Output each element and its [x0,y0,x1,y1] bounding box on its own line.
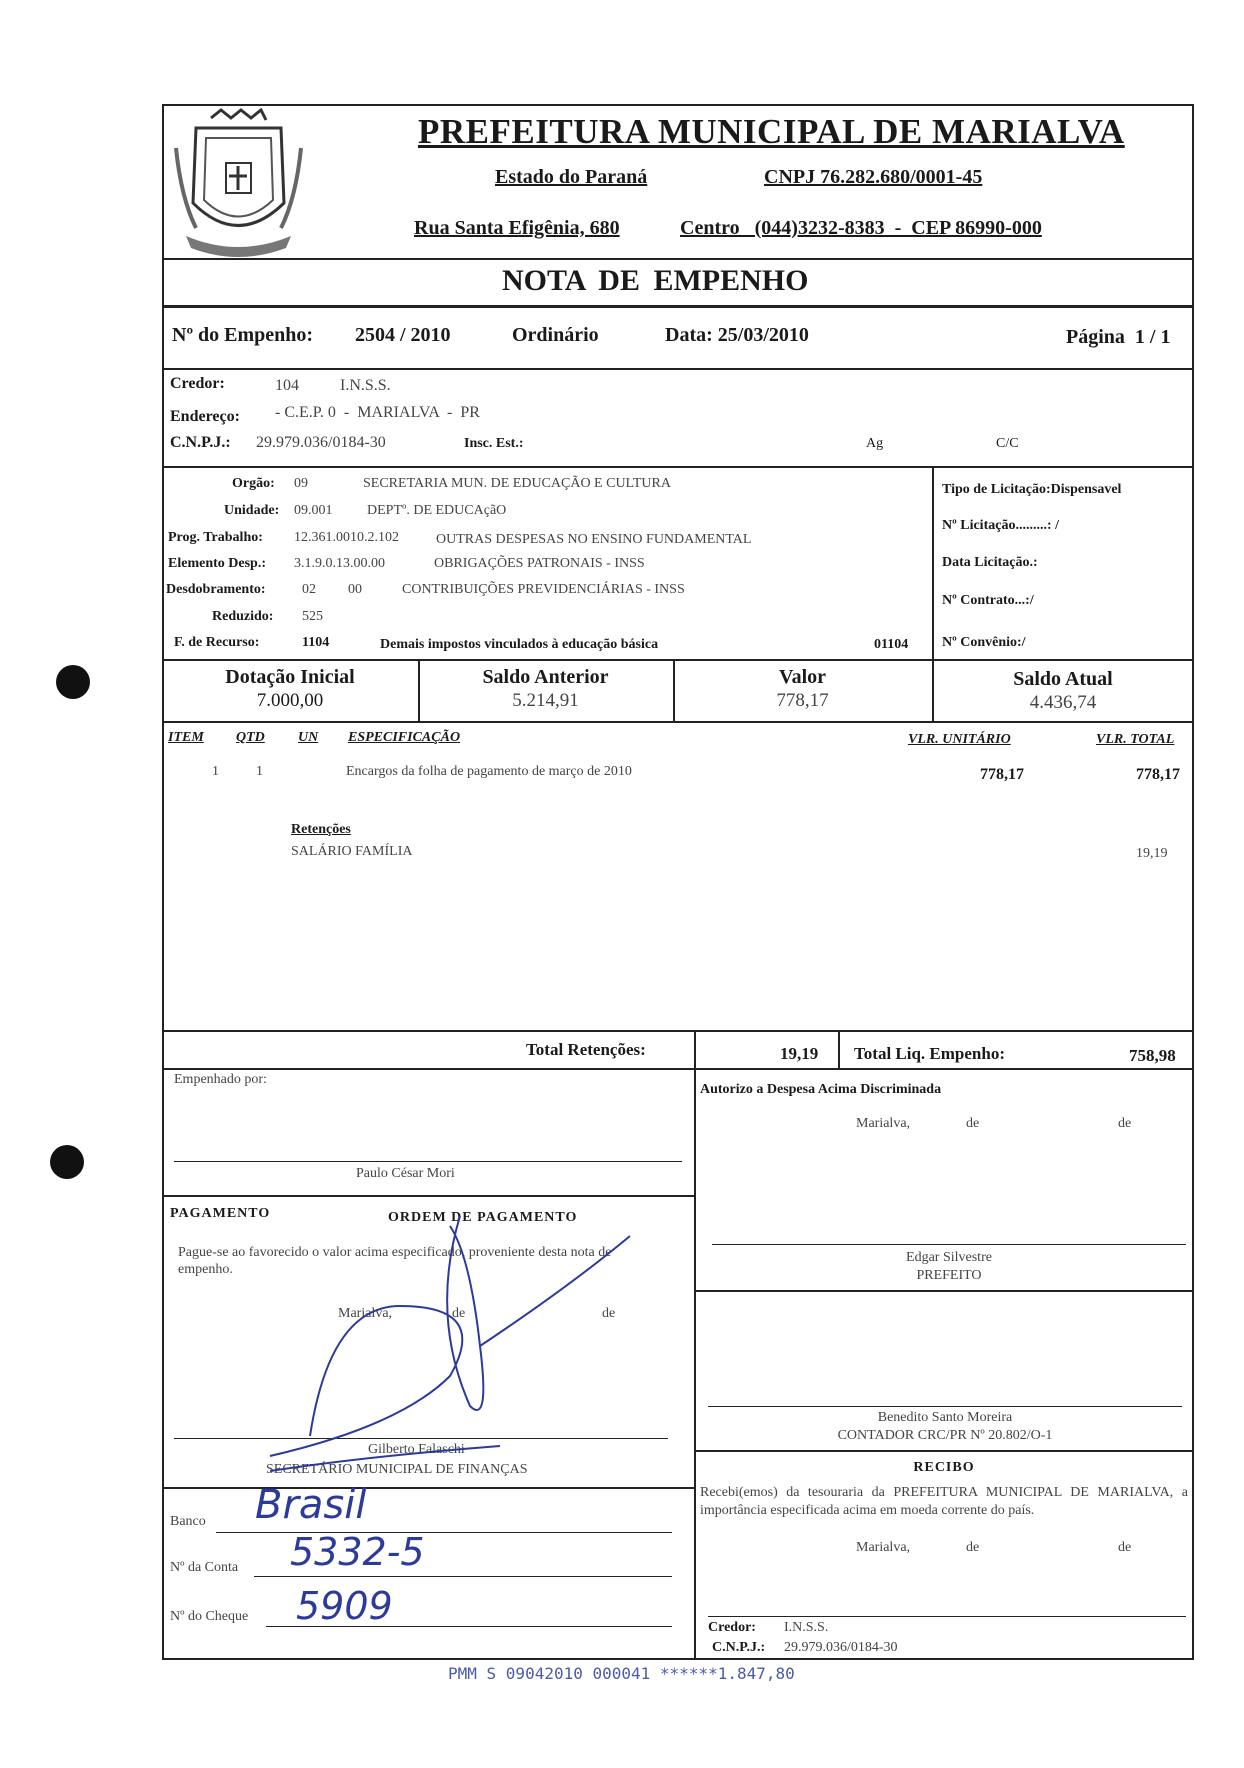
fonte-recurso-name: Demais impostos vinculados à educação básica [380,637,659,652]
secretario-name: Gilberto Falaschi [368,1442,465,1457]
credor-address: - C.E.P. 0 - MARIALVA - PR [275,404,480,421]
recibo-local: Marialva, [856,1540,911,1555]
empenho-date: Data: 25/03/2010 [665,324,809,346]
autorizo-local: Marialva, [856,1116,911,1131]
header-item: ITEM [168,730,204,745]
prog-trabalho-label: Prog. Trabalho: [168,530,263,545]
recibo-de2: de [1118,1540,1132,1555]
recibo-credor-name: I.N.S.S. [784,1620,829,1635]
municipal-cnpj: CNPJ 76.282.680/0001-45 [764,166,983,188]
header-especificacao: ESPECIFICAÇÃO [348,730,461,745]
autorizo-de2: de [1118,1116,1132,1131]
recibo-credor-label: Credor: [708,1620,756,1635]
conta-label: Nº da Conta [170,1560,239,1575]
endereco-label: Endereço: [170,408,240,425]
item-number: 1 [212,764,219,779]
item-especificacao: Encargos da folha de pagamento de março de 2010 [346,764,632,779]
secretario-cargo: SECRETÁRIO MUNICIPAL DE FINANÇAS [266,1462,528,1477]
state-name: Estado do Paraná [495,166,648,188]
credor-name: I.N.S.S. [340,377,391,394]
cheque-label: Nº do Cheque [170,1609,249,1624]
total-retencoes-value: 19,19 [780,1044,819,1063]
recibo-cnpj-label: C.N.P.J.: [712,1640,766,1655]
page-title: PREFEITURA MUNICIPAL DE MARIALVA [418,112,1125,151]
recibo-de1: de [966,1540,980,1555]
header-vlr-unitario: VLR. UNITÁRIO [908,732,1011,747]
desdobramento-name: CONTRIBUIÇÕES PREVIDENCIÁRIAS - INSS [402,582,685,597]
pagamento-text: Pague-se ao favorecido o valor acima especificado, proveniente desta nota de empenho. [178,1245,612,1277]
header-un: UN [298,730,319,745]
account-cc-label: C/C [996,436,1019,451]
header-qtd: QTD [236,730,265,745]
saldo-anterior-label: Saldo Anterior [482,666,609,688]
recibo-cnpj: 29.979.036/0184-30 [784,1640,898,1655]
item-vlr-total: 778,17 [1136,766,1180,783]
insc-est-label: Insc. Est.: [464,436,524,451]
ordem-pagamento-title: ORDEM DE PAGAMENTO [388,1210,578,1225]
pagamento-date-de2: de [602,1306,616,1321]
coat-of-arms [166,108,311,258]
pagamento-date-de1: de [452,1306,466,1321]
unidade-name: DEPTº. DE EDUCAçãO [367,503,507,518]
desdobramento-code: 02 [302,582,316,597]
item-vlr-unitario: 778,17 [980,766,1024,783]
conta-handwritten: 5332-5 [290,1530,425,1574]
empenhado-por-label: Empenhado por: [174,1072,267,1087]
total-retencoes-label: Total Retenções: [526,1040,646,1059]
valor-value: 778,17 [776,690,829,711]
credor-cnpj: 29.979.036/0184-30 [256,434,386,451]
header-vlr-total: VLR. TOTAL [1096,732,1175,747]
valor-label: Valor [778,666,827,688]
saldo-atual-value: 4.436,74 [1029,692,1097,713]
saldo-atual-label: Saldo Atual [1013,668,1113,690]
fonte-recurso-code2: 01104 [874,637,909,652]
prog-trabalho-name: OUTRAS DESPESAS NO ENSINO FUNDAMENTAL [436,532,752,547]
orgao-label: Orgão: [232,476,275,491]
credor-code: 104 [275,377,299,394]
empenhado-por-name: Paulo César Mori [356,1166,455,1181]
numero-convenio: Nº Convênio:/ [942,635,1026,650]
unidade-label: Unidade: [224,503,280,518]
prefeito-cargo: PREFEITO [916,1268,982,1283]
contador-cargo: CONTADOR CRC/PR Nº 20.802/O-1 [837,1428,1053,1443]
retencao-name: SALÁRIO FAMÍLIA [291,844,413,859]
elemento-despesa-label: Elemento Desp.: [168,556,266,571]
tipo-licitacao: Tipo de Licitação:Dispensavel [942,482,1122,497]
pagamento-local: Marialva, [338,1306,393,1321]
reduzido-label: Reduzido: [212,609,274,624]
municipal-address: Rua Santa Efigênia, 680 [414,217,620,239]
banco-handwritten: Brasil [255,1482,367,1528]
empenho-number: 2504 / 2010 [355,324,451,346]
empenho-number-label: Nº do Empenho: [172,324,314,346]
fonte-recurso-label: F. de Recurso: [174,635,260,650]
desdobramento-code2: 00 [348,582,362,597]
data-licitacao: Data Licitação.: [942,555,1038,570]
numero-licitacao: Nº Licitação.........: / [942,518,1059,533]
dotacao-inicial-value: 7.000,00 [256,690,324,711]
autorizo-de1: de [966,1116,980,1131]
retencao-value: 19,19 [1136,846,1168,861]
dotacao-inicial-label: Dotação Inicial [225,666,355,688]
desdobramento-label: Desdobramento: [166,582,266,597]
credor-label: Credor: [170,375,225,392]
pagamento-title: PAGAMENTO [170,1206,271,1221]
recibo-text: Recebi(emos) da tesouraria da PREFEITURA MUNICIPAL DE MARIALVA, a importância especificada acima em moeda corrente do país. [700,1485,1188,1518]
credor-cnpj-label: C.N.P.J.: [170,434,231,451]
orgao-name: SECRETARIA MUN. DE EDUCAÇÃO E CULTURA [363,476,671,491]
banco-label: Banco [170,1514,206,1529]
recibo-title: RECIBO [913,1460,975,1475]
numero-contrato: Nº Contrato...:/ [942,593,1034,608]
municipal-contact: Centro (044)3232-8383 - CEP 86990-000 [680,217,1042,239]
retencoes-title: Retenções [291,822,351,837]
punch-hole-bottom [50,1145,84,1179]
orgao-code: 09 [294,476,308,491]
autorizo-text: Autorizo a Despesa Acima Discriminada [700,1082,942,1097]
item-qtd: 1 [256,764,263,779]
document-title: NOTA DE EMPENHO [502,264,809,297]
payment-stamp: PMM S 09042010 000041 ******1.847,80 [448,1664,795,1683]
unidade-code: 09.001 [294,503,333,518]
fonte-recurso-code: 1104 [302,635,330,650]
prefeito-name: Edgar Silvestre [906,1250,992,1265]
punch-hole-top [56,665,90,699]
page-number: Página 1 / 1 [1066,326,1171,348]
total-liquido-value: 758,98 [1129,1046,1176,1065]
signature-scribble [250,1196,670,1496]
empenho-type: Ordinário [512,324,599,346]
elemento-despesa-code: 3.1.9.0.13.00.00 [294,556,385,571]
saldo-anterior-value: 5.214,91 [512,690,579,711]
contador-name: Benedito Santo Moreira [877,1410,1013,1425]
prog-trabalho-code: 12.361.0010.2.102 [294,530,399,545]
reduzido-value: 525 [302,609,323,624]
agency-label: Ag [866,436,884,451]
cheque-handwritten: 5909 [296,1584,393,1628]
elemento-despesa-name: OBRIGAÇÕES PATRONAIS - INSS [434,556,645,571]
total-liquido-label: Total Liq. Empenho: [854,1044,1005,1063]
